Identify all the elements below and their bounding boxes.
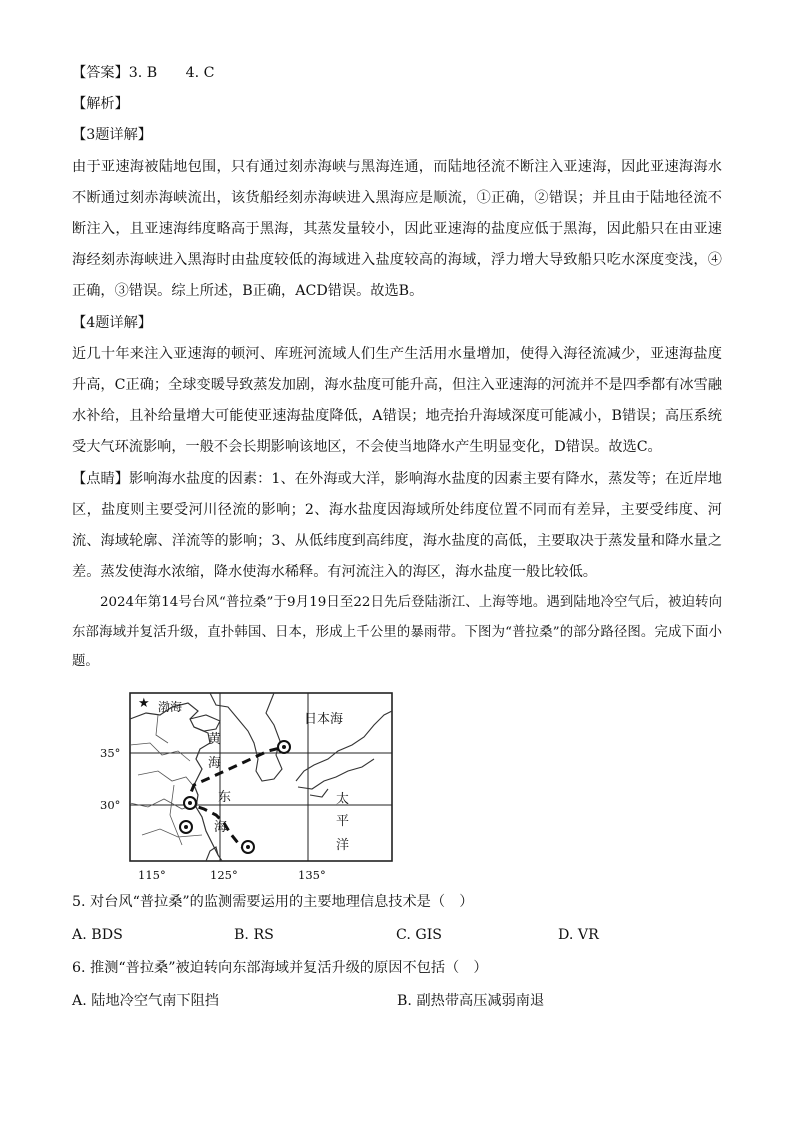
q5-stem: 5. 对台风“普拉桑”的监测需要运用的主要地理信息技术是（ ） <box>72 893 474 910</box>
q4-explanation: 近几十年来注入亚速海的顿河、库班河流域人们生产生活用水量增加，使得入海径流减少，亚速海盐度升高，C正确；全球变暖导致蒸发加剧，海水盐度可能升高，但注入亚速海的河流并不是四季都有冰雪融水补给，且补给量增大可能使亚速海盐度降低，A错误；地壳抬升海域深度可能减小，B错误；高压系统受大气环流影响，一般不会长期影响该地区，不会使当地降水产生明显变化，D错误。故选C。 <box>72 345 722 456</box>
lat-label-35: 35° <box>100 745 121 760</box>
document-page <box>72 58 722 1017</box>
label-hai2: 海 <box>214 819 228 835</box>
lon-label-115: 115° <box>138 867 166 882</box>
q5-options <box>72 919 722 951</box>
typhoon-symbol <box>180 821 192 833</box>
shandong-peninsula <box>190 715 220 731</box>
lon-label-135: 135° <box>298 867 326 882</box>
q5-option-c[interactable]: C. GIS <box>396 926 443 943</box>
answer-line: 【答案】3. B 4. C <box>72 65 215 81</box>
lat-label-30: 30° <box>100 797 121 812</box>
map-frame <box>130 693 392 861</box>
q6-option-b[interactable]: B. 副热带高压减弱南退 <box>397 992 545 1009</box>
q3-heading: 【3题详解】 <box>72 127 152 144</box>
label-dong: 东 <box>218 789 232 805</box>
q6-stem: 6. 推测“普拉桑”被迫转向东部海域并复活升级的原因不包括（ ） <box>72 959 488 976</box>
label-tai: 太 <box>336 791 350 807</box>
china-coastline <box>130 703 222 861</box>
label-yang: 洋 <box>336 837 350 853</box>
capital-star: ★ <box>138 695 150 711</box>
label-japan-sea: 日本海 <box>304 711 344 727</box>
q4-heading: 【4题详解】 <box>72 314 152 331</box>
taiwan-island <box>206 847 218 861</box>
typhoon-track <box>190 747 284 853</box>
typhoon-track-map <box>98 685 398 885</box>
label-bohai: 渤海 <box>158 699 183 714</box>
question-intro: 2024年第14号台风“普拉桑”于9月19日至22日先后登陆浙江、上海等地。遇到陆地冷空气后，被迫转向东部海域并复活升级，直扑韩国、日本，形成上千公里的暴雨带。下图为“普拉桑”的部分路径图。完成下面小题。 <box>72 595 722 670</box>
q5-option-a[interactable]: A. BDS <box>72 926 123 943</box>
label-huang: 黄 <box>208 731 222 747</box>
typhoon-symbol <box>278 741 290 753</box>
q6-options <box>72 985 722 1017</box>
q5-option-b[interactable]: B. RS <box>234 926 274 943</box>
typhoon-symbol <box>184 797 196 809</box>
q6-option-a[interactable]: A. 陆地冷空气南下阻挡 <box>72 992 219 1009</box>
tip-paragraph: 【点睛】影响海水盐度的因素：1、在外海或大洋，影响海水盐度的因素主要有降水，蒸发等；在近岸地区，盐度则主要受河川径流的影响；2、海水盐度因海域所处纬度位置不同而有差异，主要受纬度、河流、海域轮廓、洋流等的影响；3、从低纬度到高纬度，海水盐度的高低，主要取决于蒸发量和降水量之差。蒸发使海水浓缩，降水使海水稀释。有河流注入的海区，海水盐度一般比较低。 <box>72 470 722 581</box>
label-hai1: 海 <box>208 755 222 771</box>
lon-label-125: 125° <box>210 867 238 882</box>
analysis-label: 【解析】 <box>72 96 129 113</box>
q3-explanation: 由于亚速海被陆地包围，只有通过刻赤海峡与黑海连通，而陆地径流不断注入亚速海，因此亚速海海水不断通过刻赤海峡流出，该货船经刻赤海峡进入黑海应是顺流，①正确，②错误；并且由于陆地径流不断注入，且亚速海纬度略高于黑海，其蒸发量较小，因此亚速海的盐度应低于黑海，因此船只在由亚速海经刻赤海峡进入黑海时由盐度较低的海域进入盐度较高的海域，浮力增大导致船只吃水深度变浅，④正确，③错误。综上所述，B正确，ACD错误。故选B。 <box>72 158 722 300</box>
typhoon-symbol <box>242 841 254 853</box>
q5-option-d[interactable]: D. VR <box>558 926 599 943</box>
label-ping: 平 <box>336 813 350 829</box>
